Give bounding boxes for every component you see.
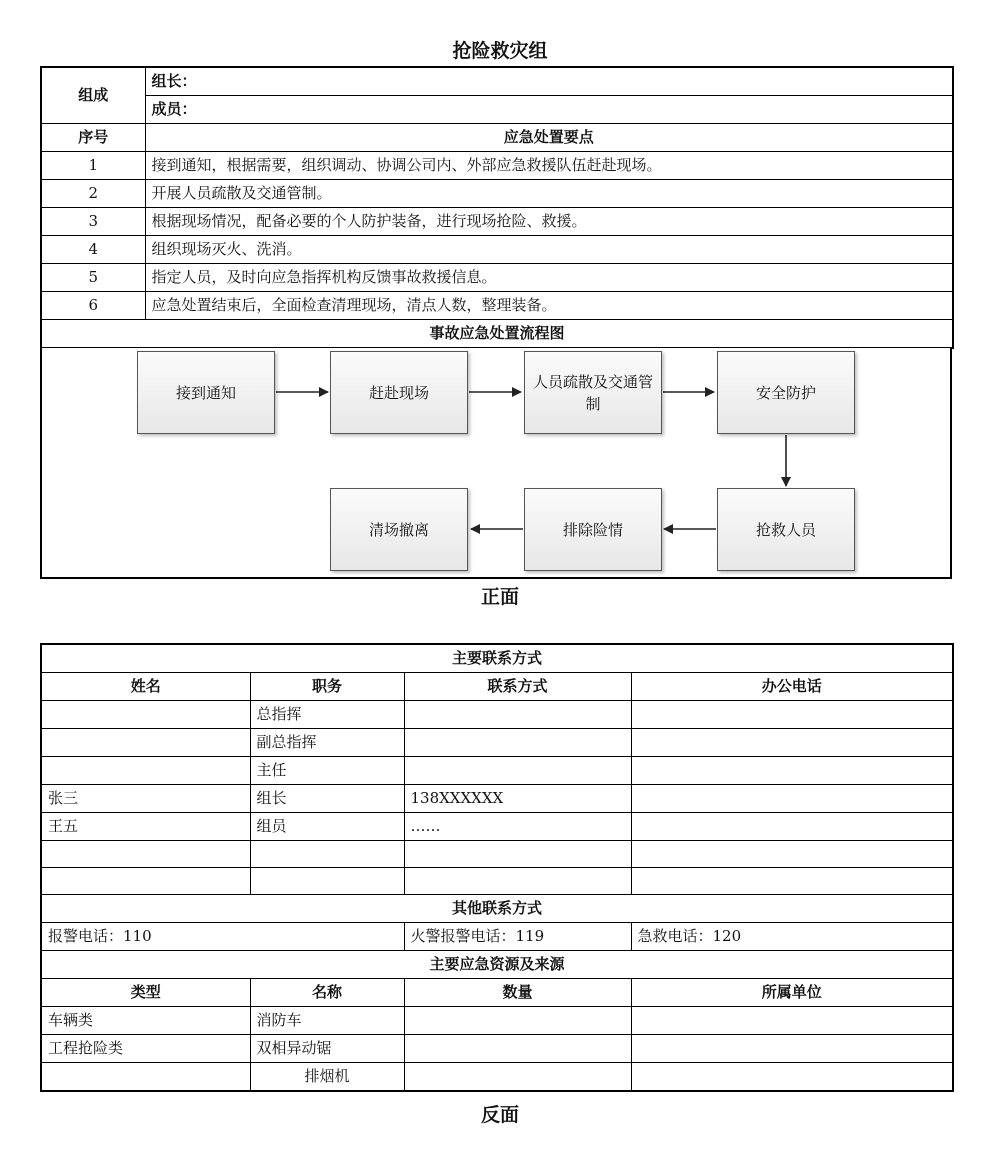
col-contact: 联系方式 (404, 673, 631, 701)
table-row (41, 729, 953, 757)
resource-unit (631, 1063, 953, 1092)
contact-position: 副总指挥 (250, 729, 404, 757)
contact-name (41, 868, 250, 895)
point-no: 2 (41, 180, 145, 208)
flow-step-rescue: 抢救人员 (717, 488, 855, 571)
contact-name (41, 701, 250, 729)
col-type: 类型 (41, 979, 250, 1007)
leader-field: 组长： (145, 67, 953, 96)
resource-quantity (404, 1063, 631, 1092)
group-label: 组成 (41, 67, 145, 124)
contact-office (631, 813, 953, 841)
seq-header: 序号 (41, 124, 145, 152)
contact-position: 总指挥 (250, 701, 404, 729)
col-owner-unit: 所属单位 (631, 979, 953, 1007)
col-office-phone: 办公电话 (631, 673, 953, 701)
resource-type (41, 1063, 250, 1092)
flow-step-protection: 安全防护 (717, 351, 855, 434)
member-field: 成员： (145, 96, 953, 124)
contact-phone: 138XXXXXX (404, 785, 631, 813)
contact-name (41, 729, 250, 757)
point-text: 组织现场灭火、洗消。 (145, 236, 953, 264)
fire-phone: 火警报警电话：119 (404, 923, 631, 951)
point-text: 接到通知，根据需要，组织调动、协调公司内、外部应急救援队伍赶赴现场。 (145, 152, 953, 180)
contact-phone (404, 729, 631, 757)
table-row (41, 813, 953, 841)
flow-step-evacuation: 人员疏散及交通管制 (524, 351, 662, 434)
contact-phone (404, 841, 631, 868)
resource-unit (631, 1007, 953, 1035)
contact-phone (404, 701, 631, 729)
contact-position: 组长 (250, 785, 404, 813)
flowchart (40, 348, 952, 579)
flow-step-clear-site: 清场撤离 (330, 488, 468, 571)
resource-type: 车辆类 (41, 1007, 250, 1035)
flow-step-notify: 接到通知 (137, 351, 275, 434)
contact-office (631, 701, 953, 729)
contact-phone: …… (404, 813, 631, 841)
front-title: 抢险救灾组 (452, 40, 548, 62)
col-item-name: 名称 (250, 979, 404, 1007)
table-row (41, 180, 953, 208)
point-no: 1 (41, 152, 145, 180)
table-row (41, 785, 953, 813)
back-caption: 反面 (480, 1104, 519, 1126)
table-row (41, 841, 953, 868)
table-row (41, 292, 953, 320)
point-no: 4 (41, 236, 145, 264)
front-caption: 正面 (480, 586, 519, 608)
flow-title: 事故应急处置流程图 (41, 320, 953, 349)
contact-table (40, 643, 954, 1092)
col-position: 职务 (250, 673, 404, 701)
col-quantity: 数量 (404, 979, 631, 1007)
col-name: 姓名 (41, 673, 250, 701)
point-text: 指定人员，及时向应急指挥机构反馈事故救援信息。 (145, 264, 953, 292)
contact-office (631, 729, 953, 757)
ambulance-phone: 急救电话：120 (631, 923, 953, 951)
contact-phone (404, 757, 631, 785)
table-row (41, 868, 953, 895)
table-row (41, 1035, 953, 1063)
contact-office (631, 757, 953, 785)
contact-position: 组员 (250, 813, 404, 841)
table-row (41, 208, 953, 236)
contact-name: 王五 (41, 813, 250, 841)
resource-name: 双相异动锯 (250, 1035, 404, 1063)
table-row (41, 1007, 953, 1035)
table-row (41, 757, 953, 785)
table-row (41, 701, 953, 729)
table-row (41, 264, 953, 292)
point-text: 根据现场情况，配备必要的个人防护装备，进行现场抢险、救援。 (145, 208, 953, 236)
other-contacts-title: 其他联系方式 (41, 895, 953, 923)
police-phone: 报警电话：110 (41, 923, 404, 951)
resource-type: 工程抢险类 (41, 1035, 250, 1063)
table-row (41, 1063, 953, 1092)
contact-phone (404, 868, 631, 895)
point-text: 应急处置结束后，全面检查清理现场，清点人数，整理装备。 (145, 292, 953, 320)
contacts-title: 主要联系方式 (41, 644, 953, 673)
contact-office (631, 785, 953, 813)
flow-step-eliminate-danger: 排除险情 (524, 488, 662, 571)
resource-unit (631, 1035, 953, 1063)
table-row (41, 152, 953, 180)
contact-position: 主任 (250, 757, 404, 785)
flow-step-rush-to-site: 赶赴现场 (330, 351, 468, 434)
points-header: 应急处置要点 (145, 124, 953, 152)
point-text: 开展人员疏散及交通管制。 (145, 180, 953, 208)
point-no: 3 (41, 208, 145, 236)
contact-office (631, 868, 953, 895)
point-no: 5 (41, 264, 145, 292)
contact-position (250, 841, 404, 868)
table-row (41, 236, 953, 264)
point-no: 6 (41, 292, 145, 320)
resource-name: 消防车 (250, 1007, 404, 1035)
contact-name (41, 757, 250, 785)
contact-office (631, 841, 953, 868)
contact-name (41, 841, 250, 868)
resource-name: 排烟机 (250, 1063, 404, 1092)
resource-quantity (404, 1035, 631, 1063)
duty-table (40, 66, 954, 349)
contact-position (250, 868, 404, 895)
resources-title: 主要应急资源及来源 (41, 951, 953, 979)
contact-name: 张三 (41, 785, 250, 813)
resource-quantity (404, 1007, 631, 1035)
